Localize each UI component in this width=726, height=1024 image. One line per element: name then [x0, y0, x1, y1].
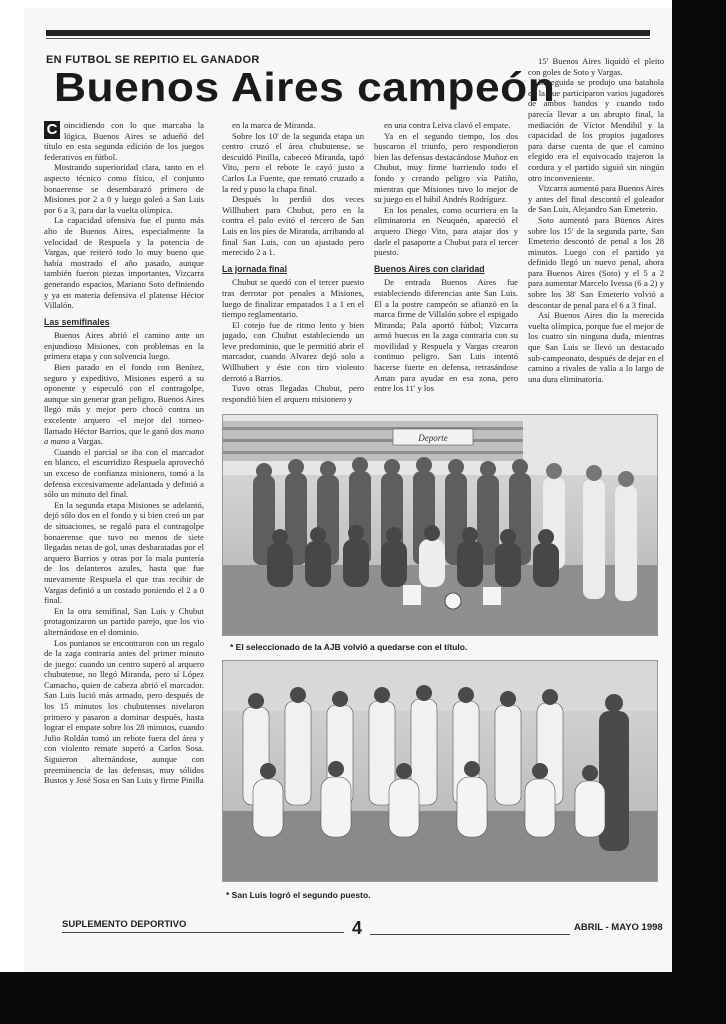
- paragraph: [44, 362, 204, 447]
- paragraph: En los penales, como ocurriera en la eliminatoria en Neuquén, apareció el arquero Diego Vito, para atajar dos y darle el pasaporte a Chubut para el tercer puesto.: [374, 204, 518, 258]
- paragraph: en la marca de Miranda.: [232, 120, 316, 130]
- article-column-4: [528, 56, 664, 410]
- paragraph: Tuvo otras llegadas Chubut, pero respondió bien el arquero misionero y: [222, 383, 364, 404]
- article-column-3: [374, 120, 518, 410]
- paragraph: Vizcarra aumentó para Buenos Aires y antes del final descontó el goleador de San Luis, Alejandro San Emeterio.: [528, 183, 664, 215]
- paragraph: Buenos Aires abrió el camino ante un enjundioso Misiones, con problemas en la primera etapa y con solvencia luego.: [44, 330, 204, 362]
- kicker: EN FUTBOL SE REPITIO EL GANADOR: [46, 54, 260, 66]
- paragraph: Así Buenos Aires dio la merecida vuelta olímpica, porque fue el mejor de los cuatro sin ninguna duda, mientras que San Luis se llevó un destacado sub-campeonato, después de dejar en el camino a rivales de valía a lo largo de una dura eliminatoria.: [528, 310, 664, 384]
- footer-section: SUPLEMENTO DEPORTIVO: [62, 919, 187, 930]
- paragraph: De entrada Buenos Aires fue estableciendo diferencias ante San Luis. El a la postre campeón se afianzó en la marca firme de Villalón sobre el espigado Miranda; Pala aportó fútbol; Vizcarra armó huecos en la zaga contraria con su movilidad y Respuela y Vargas crearon continuo peligro. San Luis intentó hacerse fuerte en defensa, retrasándose Aman para ayudar en esa zona, pero entre los 11' y los: [374, 277, 518, 394]
- paragraph-text: Bien parado en el fondo con Benítez, seguro y expeditivo, Misiones esperó a su oponente y especuló con el contragolpe, aunque sin generar gran peligro. Buenos Aires llegó más y mejor pero chocó contra un excelente arquero -el mejor del torneo- llamado Héctor Barrios, que le ganó dos: [44, 362, 204, 436]
- subheading-final: La jornada final: [222, 263, 288, 274]
- photo-caption: * San Luis logró el segundo puesto.: [226, 890, 371, 900]
- paragraph: [44, 120, 204, 162]
- article-column-1: [44, 120, 204, 920]
- paragraph: La capacidad ofensiva fue el punto más alto de Buenos Aires, especialmente la velocidad de Respuela y la potencia de Vargas, que reiteró todo lo muy bueno que había mostrado el año pasado, aunque también fueron piezas importantes, Vizcarra generando espacios, Mariano Soto definiendo y ya en materia defensiva el platense Héctor Villalón.: [44, 215, 204, 311]
- drop-cap: C: [44, 121, 60, 139]
- article-column-2: [222, 120, 364, 410]
- paragraph: en una contra Leiva clavó el empate.: [384, 120, 511, 130]
- footer-date: ABRIL - MAYO 1998: [574, 922, 663, 933]
- team-photo-illustration: [223, 415, 658, 636]
- page-title: Buenos Aires campeón: [54, 64, 556, 110]
- paragraph: Los puntanos se encontraron con un regalo de la zaga contraria antes del primer minuto de juego: cuando un centro superó al arquero chubutense, no llegó Miranda, pero sí López Camacho, quien de cabeza abrió el marcador. San Luis lució más armado, pero después de los 15 minutos los chubutenses nivelaron primero y pasaron a dominar después, hasta lograr el empate sobre los 28 minutos, cuando Julio Roldán tomó un rebote fuera del área y con violento remate superó a Carlos Sosa. Siguieron alternándose, aunque con preeminencia de las defensas, muy sólidos Bustos y José Sosa en San Luis y firme Pinilla: [44, 637, 204, 786]
- paragraph: Soto aumentó para Buenos Aires sobre los 15' de la segunda parte, San Emeterio descontó de penal a los 28 minutos. Luego con el partido ya definido llegó un nuevo penal, ahora para Buenos Aires (Soto) y el 5 a 2 para aumentar Marcelo Ivessa (6 a 2) y sobre los 38' San Emeterio volvió a descontar de penal para el 6 a 3 final.: [528, 214, 664, 310]
- team-photo-buenos-aires: [222, 414, 658, 636]
- paragraph: Sobre los 10' de la segunda etapa un centro cruzó el área chubutense, se descuidó Pinilla, cabeceó Miranda, tapó Vito, pero el rebote le cayó justo a Carlos La Fuente, que remató cruzado a la red y puso la chapa final.: [222, 130, 364, 194]
- paragraph-text: oincidiendo con lo que marcaba la lógica, Buenos Aires se adueñó del título en esta segunda edición de los juegos federativos en fútbol.: [44, 120, 204, 162]
- paragraph: Chubut se quedó con el tercer puesto tras derrotar por penales a Misiones, luego de finalizar empatados 1 a 1 en el tiempo reglamentario.: [222, 277, 364, 320]
- paragraph: Ya en el segundo tiempo, los dos buscaron el triunfo, pero respondieron bien las defensas destacándose Muñoz en Chubut, muy firme barriendo todo el fondo y creando peligro vía Patiño, mientras que Misiones tuvo lo mejor de su juego en el hábil Andrés Rodríguez.: [374, 130, 518, 205]
- paragraph: En la otra semifinal, San Luis y Chubut protagonizaron un partido parejo, que los vio alternándose en el dominio.: [44, 605, 204, 637]
- paragraph: Enseguida se produjo una batahola en la que participaron varios jugadores de ambos bandos y cuando todo parecía llevar a un abrupto final, la mediación de Víctor Mendibil y la capacidad de los propios jugadores para darse cuenta de que el camino elegido era el equivocado trajeron la cordura y el partido siguió sin ningún otro inconveniente.: [528, 77, 664, 183]
- footer-rule: [62, 932, 344, 933]
- top-rule: [46, 30, 650, 36]
- photo-caption: * El seleccionado de la AJB volvió a quedarse con el título.: [230, 642, 468, 652]
- team-photo-san-luis: [222, 660, 658, 882]
- emphasis: mano a mano: [44, 425, 204, 447]
- photo-banner-text: Deporte: [418, 433, 448, 443]
- paragraph: 15' Buenos Aires liquidó el pleito con goles de Soto y Vargas.: [528, 56, 664, 77]
- subheading-claridad: Buenos Aires con claridad: [374, 263, 485, 274]
- page-number: 4: [352, 918, 363, 938]
- subheading-semis: Las semifinales: [44, 316, 110, 327]
- paragraph-text: a Vargas.: [71, 436, 103, 447]
- paragraph: En la segunda etapa Misiones se adelantó, dejó sólo dos en el fondo y si bien creó un par de situaciones, se regaló para el contragolpe bonaerense que tuvo no menos de siete llegadas netas de gol, unas desbaratadas por el arquero Barrios y otras por la mala puntería de los delanteros azules, hasta que fue nuevamente Respuela el que tras recibir de Vargas definió a un costado poniendo el 2 a 0 final.: [44, 499, 204, 606]
- team-photo-illustration: [223, 661, 658, 882]
- scan-border-right: [672, 0, 726, 1024]
- paragraph: Cuando el parcial se iba con el marcador en blanco, el escurridizo Respuela aprovechó un exceso de confianza misionero, tomó a la defensa excesivamente adelantada y definió a sólo un minuto del final.: [44, 446, 204, 500]
- top-rule-thin: [46, 38, 650, 39]
- footer-rule: [370, 934, 570, 935]
- paragraph: Después lo perdió dos veces Willhubert para Chubut, pero en la contra el palo evitó el tercero de San Luis en los pies de Miranda, arribando al final San Luis, con un ajustado pero merecido 2 a 1.: [222, 194, 364, 258]
- paragraph: El cotejo fue de ritmo lento y bien jugado, con Chubut estableciendo un leve predominio, que le permitió abrir el marcador, cuando Alvarez dejó solo a Willhubert y éste con tiro violento derrotó a Barrios.: [222, 319, 364, 383]
- paragraph: Mostrando superioridad clara, tanto en el aspecto técnico como físico, el conjunto bonaerense se desembarazó primero de Misiones por 2 a 0 y luego goleó a San Luis por 6 a 3, para dar la vuelta olímpica.: [44, 162, 204, 215]
- scan-border-bottom: [0, 972, 726, 1024]
